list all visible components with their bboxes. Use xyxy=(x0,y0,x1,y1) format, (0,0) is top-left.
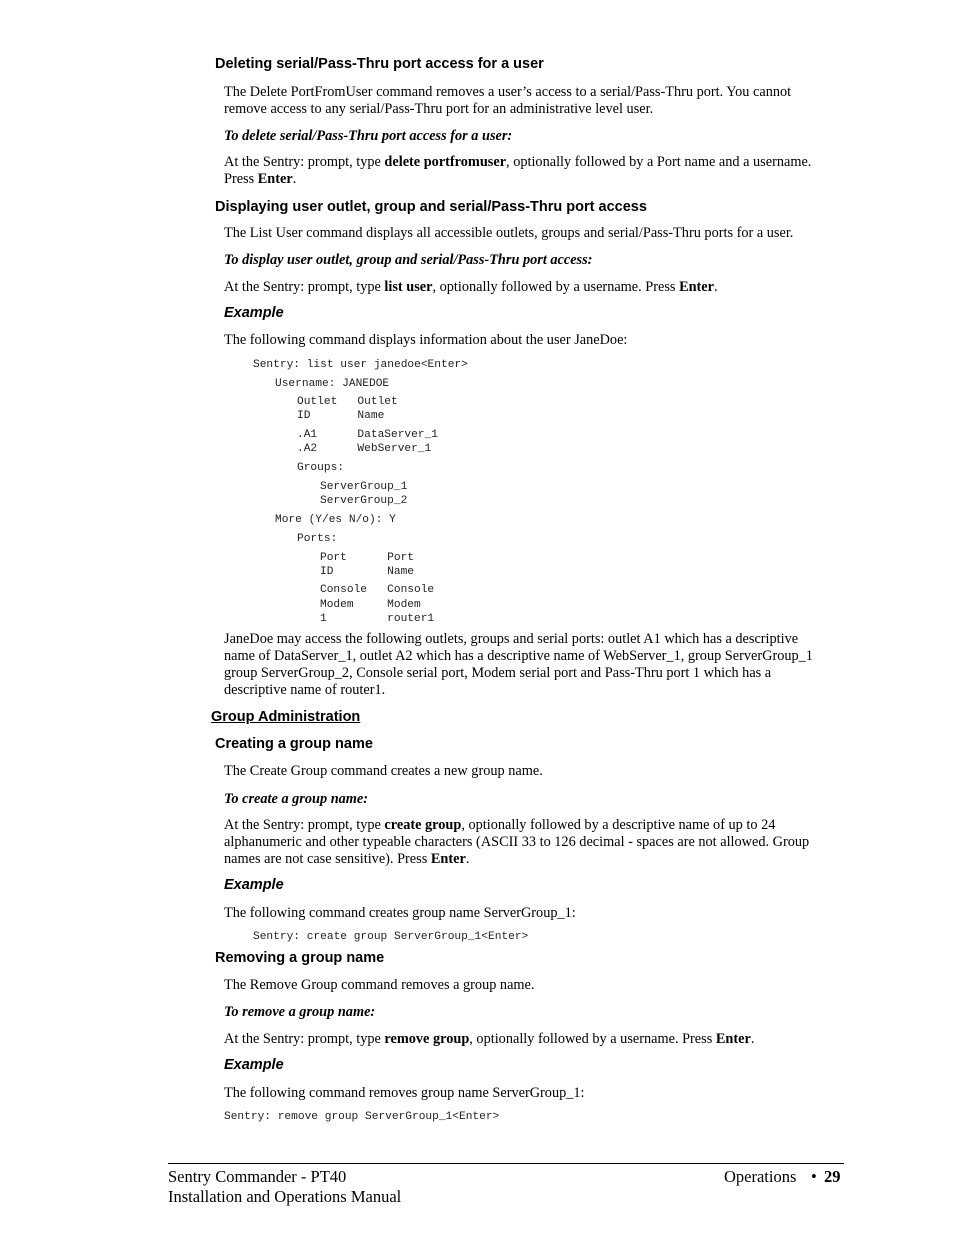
step-text: Press xyxy=(224,171,258,187)
step-text: At the Sentry: prompt, type xyxy=(224,154,385,170)
step-text: , optionally followed by a descriptive name of up to 24 xyxy=(461,817,776,833)
step-text: At the Sentry: prompt, type xyxy=(224,279,385,295)
paragraph-line: remove access to any serial/Pass-Thru port for an administrative level user. xyxy=(224,101,654,117)
footer-page-number: 29 xyxy=(824,1167,841,1186)
listing-line: Outlet Outlet xyxy=(297,396,398,408)
remove-example-label: Example xyxy=(224,1057,284,1073)
display-access-step xyxy=(224,279,718,296)
listing-line: Ports: xyxy=(297,533,338,545)
step-text: . xyxy=(292,171,297,187)
step-text: . xyxy=(750,1031,755,1047)
delete-access-heading: Deleting serial/Pass-Thru port access for a user xyxy=(215,56,544,72)
delete-access-step xyxy=(224,154,864,188)
remove-group-heading: Removing a group name xyxy=(215,950,385,966)
paragraph-line: name of DataServer_1, outlet A2 which has a descriptive name of WebServer_1, group ServerGroup_1 xyxy=(224,648,813,664)
remove-group-procedure-title: To remove a group name: xyxy=(224,1004,376,1020)
create-example-intro: The following command creates group name ServerGroup_1: xyxy=(224,905,576,921)
delete-access-procedure-title: To delete serial/Pass-Thru port access for a user: xyxy=(224,128,513,144)
delete-access-description xyxy=(224,84,864,118)
display-example-intro: The following command displays information about the user JaneDoe: xyxy=(224,332,628,348)
step-text: At the Sentry: prompt, type xyxy=(224,817,385,833)
listing-line: More (Y/es N/o): Y xyxy=(275,514,396,526)
group-administration-heading: Group Administration xyxy=(211,709,361,725)
listing-line: .A2 WebServer_1 xyxy=(297,443,432,455)
command-text: remove group xyxy=(384,1031,470,1047)
listing-line: Sentry: list user janedoe<Enter> xyxy=(253,359,468,371)
footer-manual-title: Installation and Operations Manual xyxy=(168,1187,402,1206)
step-text: , optionally followed by a Port name and a username. xyxy=(506,154,812,170)
footer-divider xyxy=(168,1163,844,1164)
paragraph-line: The Delete PortFromUser command removes a user’s access to a serial/Pass-Thru port. You cannot xyxy=(224,84,792,100)
command-text: delete portfromuser xyxy=(384,154,507,170)
display-access-heading: Displaying user outlet, group and serial/Pass-Thru port access xyxy=(215,199,647,215)
footer-section-name: Operations xyxy=(724,1167,797,1186)
step-text: , optionally followed by a username. Press xyxy=(432,279,680,295)
key-text: Enter xyxy=(715,1031,751,1047)
listing-line: ServerGroup_2 xyxy=(320,495,408,507)
step-text: names are not case sensitive). Press xyxy=(224,851,431,867)
display-example-label: Example xyxy=(224,305,284,321)
listing-line: Groups: xyxy=(297,462,344,474)
create-group-step xyxy=(224,817,809,868)
paragraph-line: JaneDoe may access the following outlets, groups and serial ports: outlet A1 which has a descriptive xyxy=(224,631,799,647)
remove-group-description: The Remove Group command removes a group name. xyxy=(224,977,535,993)
listing-line: ServerGroup_1 xyxy=(320,481,408,493)
listing-line: 1 router1 xyxy=(320,613,435,625)
remove-example-intro: The following command removes group name ServerGroup_1: xyxy=(224,1085,585,1101)
footer-bullet-icon: • xyxy=(811,1167,817,1186)
display-access-procedure-title: To display user outlet, group and serial/Pass-Thru port access: xyxy=(224,252,593,268)
paragraph-line: group ServerGroup_2, Console serial port, Modem serial port and Pass-Thru port 1 which has a xyxy=(224,665,772,681)
footer-product-name: Sentry Commander - PT40 xyxy=(168,1167,347,1186)
step-text: alphanumeric and other typeable characters (ASCII 33 to 126 decimal - spaces are not allowed. Group xyxy=(224,834,810,850)
key-text: Enter xyxy=(430,851,466,867)
create-example-command: Sentry: create group ServerGroup_1<Enter> xyxy=(253,931,529,943)
listing-line: ID Name xyxy=(297,410,385,422)
key-text: Enter xyxy=(679,279,715,295)
listing-line: ID Name xyxy=(320,566,414,578)
display-access-description: The List User command displays all accessible outlets, groups and serial/Pass-Thru ports for a user. xyxy=(224,225,794,241)
step-text: At the Sentry: prompt, type xyxy=(224,1031,385,1047)
create-group-description: The Create Group command creates a new group name. xyxy=(224,763,543,779)
create-group-procedure-title: To create a group name: xyxy=(224,791,369,807)
listing-line: Port Port xyxy=(320,552,414,564)
create-group-heading: Creating a group name xyxy=(215,736,373,752)
listing-line: Username: JANEDOE xyxy=(275,378,390,390)
listing-line: Console Console xyxy=(320,584,435,596)
create-example-label: Example xyxy=(224,877,284,893)
display-summary xyxy=(224,631,813,699)
paragraph-line: descriptive name of router1. xyxy=(224,682,386,698)
command-text: list user xyxy=(384,279,433,295)
step-text: . xyxy=(714,279,718,295)
listing-line: .A1 DataServer_1 xyxy=(297,429,438,441)
command-text: create group xyxy=(384,817,462,833)
listing-line: Modem Modem xyxy=(320,599,421,611)
remove-example-command: Sentry: remove group ServerGroup_1<Enter> xyxy=(224,1111,500,1123)
step-text: . xyxy=(465,851,470,867)
key-text: Enter xyxy=(257,171,293,187)
remove-group-step xyxy=(224,1031,754,1048)
step-text: , optionally followed by a username. Press xyxy=(469,1031,716,1047)
